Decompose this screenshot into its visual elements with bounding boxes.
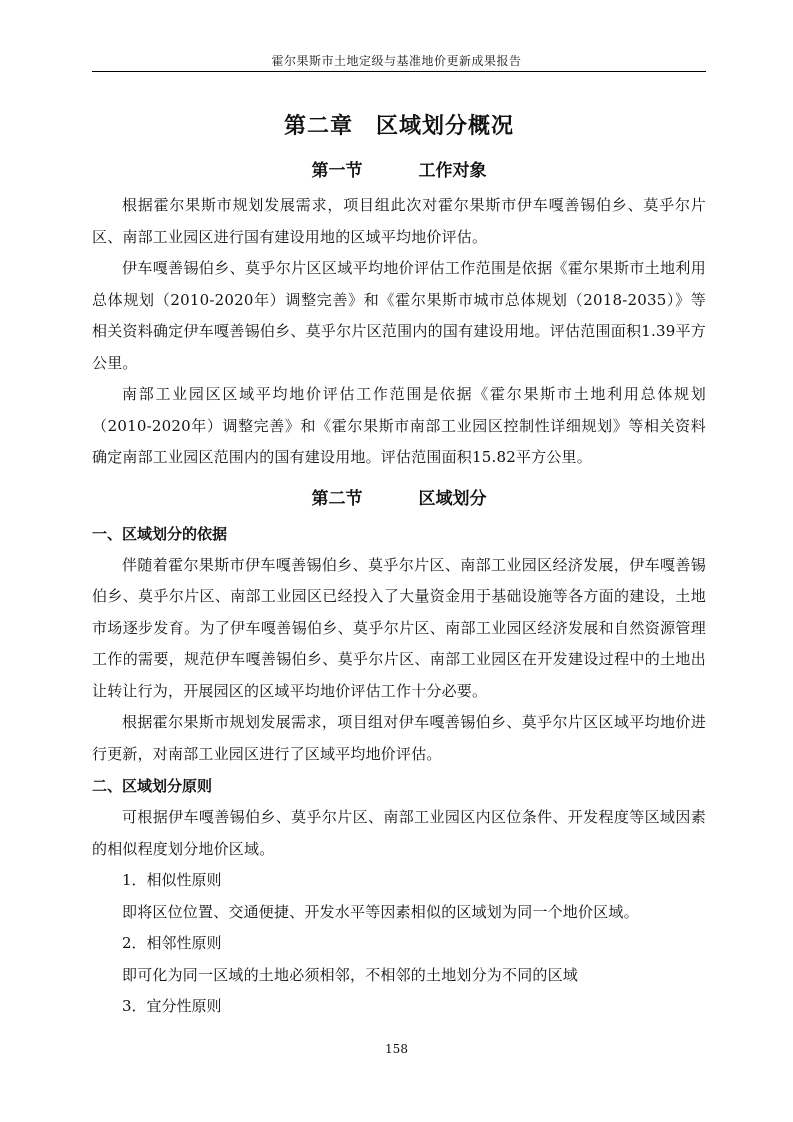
section-title: 区域划分 [418, 488, 487, 509]
paragraph: 即将区位位置、交通便捷、开发水平等因素相似的区域划为同一个地价区域。 [122, 902, 639, 921]
paragraph: 即可化为同一区域的土地必须相邻，不相邻的土地划分为不同的区域 [122, 965, 579, 984]
section-heading-1 [92, 156, 706, 186]
paragraph: 根据霍尔果斯市规划发展需求，项目组此次对霍尔果斯市伊车嘎善锡伯乡、莫乎尔片区、南部工业园区进行国有建设用地的区域平均地价评估。 [92, 196, 706, 246]
paragraph: 根据霍尔果斯市规划发展需求，项目组对伊车嘎善锡伯乡、莫乎尔片区区域平均地价进行更新，对南部工业园区进行了区域平均地价评估。 [92, 713, 706, 763]
section-title: 工作对象 [418, 161, 487, 181]
running-header: 霍尔果斯市土地定级与基准地价更新成果报告 [271, 54, 522, 68]
chapter-title: 第二章 区域划分概况 [283, 114, 514, 139]
section-number: 第一节 [311, 161, 363, 181]
paragraph: 伴随着霍尔果斯市伊车嘎善锡伯乡、莫乎尔片区、南部工业园区经济发展，伊车嘎善锡伯乡、莫乎尔片区、南部工业园区已经投入了大量资金用于基础设施等各方面的建设，土地市场逐步发育。为了伊车嘎善锡伯乡、莫乎尔片区、南部工业园区经济发展和自然资源管理工作的需要，规范伊车嘎善锡伯乡、莫乎尔片区、南部工业园区在开发建设过程中的土地出让转让行为，开展园区的区域平均地价评估工作十分必要。 [92, 555, 706, 700]
section-heading-2 [92, 484, 706, 514]
list-item: 2．相邻性原则 [122, 934, 222, 952]
header-divider [92, 71, 706, 72]
paragraph: 可根据伊车嘎善锡伯乡、莫乎尔片区、南部工业园区内区位条件、开发程度等区域因素的相似程度划分地价区域。 [92, 808, 706, 858]
page-number: 158 [385, 1042, 408, 1056]
paragraph: 伊车嘎善锡伯乡、莫乎尔片区区域平均地价评估工作范围是依据《霍尔果斯市土地利用总体规划（2010-2020年）调整完善》和《霍尔果斯市城市总体规划（2018-2035）》等相关资料确定伊车嘎善锡伯乡、莫乎尔片区范围内的国有建设用地。评估范围面积1.39平方公里。 [92, 259, 706, 372]
subsection-heading: 一、区域划分的依据 [92, 524, 228, 543]
list-item: 1．相似性原则 [122, 871, 222, 889]
subsection-heading: 二、区域划分原则 [92, 777, 213, 795]
list-item: 3．宜分性原则 [122, 997, 222, 1015]
paragraph: 南部工业园区区域平均地价评估工作范围是依据《霍尔果斯市土地利用总体规划（2010-2020年）调整完善》和《霍尔果斯市南部工业园区控制性详细规划》等相关资料确定南部工业园区范围内的国有建设用地。评估范围面积15.82平方公里。 [92, 385, 706, 466]
section-number: 第二节 [311, 488, 363, 509]
page-body [92, 108, 706, 1023]
